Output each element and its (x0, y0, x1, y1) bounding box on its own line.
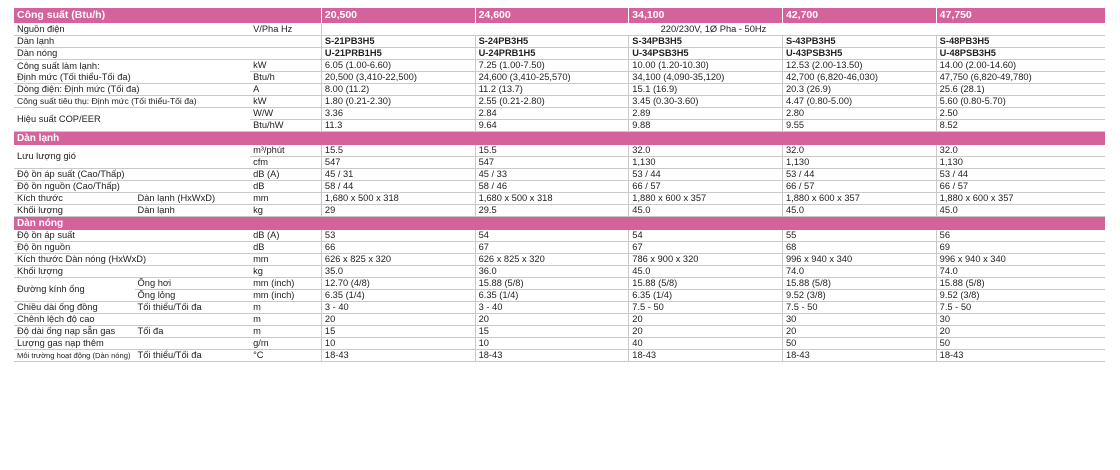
value-cell: 8.00 (11.2) (321, 84, 475, 96)
row-label: Dàn lạnh (14, 36, 321, 48)
row-label: Độ ồn áp suất (Cao/Thấp) (14, 169, 250, 181)
value-cell: 20 (321, 314, 475, 326)
value-cell: 1,130 (782, 157, 936, 169)
row-unit: mm (inch) (250, 290, 321, 302)
value-cell: 12.53 (2.00-13.50) (782, 60, 936, 72)
value-cell: 18-43 (629, 350, 783, 362)
value-cell: 7.25 (1.00-7.50) (475, 60, 629, 72)
capacity-header-cell: 47,750 (936, 8, 1105, 24)
model-cell: S-48PB3H5 (936, 36, 1105, 48)
value-cell: 1,680 x 500 x 318 (475, 193, 629, 205)
value-cell: 67 (629, 242, 783, 254)
value-cell: 68 (782, 242, 936, 254)
value-cell: 996 x 940 x 340 (936, 254, 1105, 266)
value-cell: 20 (782, 326, 936, 338)
capacity-header-label: Công suất (Btu/h) (14, 8, 321, 24)
value-cell: 29.5 (475, 205, 629, 217)
value-cell: 1,130 (629, 157, 783, 169)
value-cell: 2.89 (629, 108, 783, 120)
value-cell: 9.52 (3/8) (936, 290, 1105, 302)
value-cell: 58 / 46 (475, 181, 629, 193)
value-cell: 69 (936, 242, 1105, 254)
indoor-dimensions-row (14, 193, 1105, 205)
row-label: Độ ồn nguồn (14, 242, 250, 254)
model-cell: U-43PSB3H5 (782, 48, 936, 60)
value-cell: 547 (475, 157, 629, 169)
value-cell: 3.45 (0.30-3.60) (629, 96, 783, 108)
row-label: Khối lượng (14, 205, 135, 217)
height-difference-row (14, 314, 1105, 326)
outdoor-weight-row (14, 266, 1105, 278)
value-cell: 24,600 (3,410-25,570) (475, 72, 629, 84)
value-cell: 67 (475, 242, 629, 254)
row-unit: kg (250, 266, 321, 278)
row-unit: V/Pha Hz (250, 24, 321, 36)
outdoor-sound-pressure-row (14, 230, 1105, 242)
value-cell: 74.0 (936, 266, 1105, 278)
row-unit: mm (250, 193, 321, 205)
row-label: Nguồn điện (14, 24, 250, 36)
row-unit: mm (250, 254, 321, 266)
value-cell: 15.88 (5/8) (629, 278, 783, 290)
row-unit: m (250, 326, 321, 338)
cooling-capacity-label-line: Định mức (Tối thiểu-Tối đa) (17, 71, 131, 82)
value-cell: 45 / 33 (475, 169, 629, 181)
value-cell: 20 (936, 326, 1105, 338)
value-cell: 40 (629, 338, 783, 350)
value-cell: 55 (782, 230, 936, 242)
row-sublabel: Ống hơi (135, 278, 251, 290)
value-cell: 3.36 (321, 108, 475, 120)
value-cell: 14.00 (2.00-14.60) (936, 60, 1105, 72)
row-unit: dB (A) (250, 169, 321, 181)
row-sublabel: Dàn lạnh (135, 205, 251, 217)
row-sublabel: Ống lỏng (135, 290, 251, 302)
cooling-capacity-label (14, 60, 250, 84)
row-sublabel: Tối thiểu/Tối đa (135, 350, 251, 362)
value-cell: 42,700 (6,820-46,030) (782, 72, 936, 84)
value-cell: 45.0 (629, 266, 783, 278)
value-cell: 36.0 (475, 266, 629, 278)
value-cell: 54 (629, 230, 783, 242)
capacity-header-cell: 20,500 (321, 8, 475, 24)
row-unit: m (250, 302, 321, 314)
model-cell: U-21PRB1H5 (321, 48, 475, 60)
value-cell: 66 (321, 242, 475, 254)
section-title: Dàn lạnh (14, 132, 1105, 146)
row-unit: kW (250, 60, 321, 72)
row-unit: A (250, 84, 321, 96)
spec-table (14, 8, 1105, 362)
value-cell: 45.0 (629, 205, 783, 217)
additional-gas-row (14, 338, 1105, 350)
indoor-sound-pressure-row (14, 169, 1105, 181)
value-cell: 3 - 40 (475, 302, 629, 314)
value-cell: 47,750 (6,820-49,780) (936, 72, 1105, 84)
row-unit: Btu/hW (250, 120, 321, 132)
value-cell: 50 (936, 338, 1105, 350)
value-cell: 18-43 (782, 350, 936, 362)
row-unit: dB (250, 181, 321, 193)
value-cell: 66 / 57 (629, 181, 783, 193)
model-cell: S-43PB3H5 (782, 36, 936, 48)
row-label: Dòng điện: Định mức (Tối đa) (14, 84, 250, 96)
value-cell: 53 / 44 (782, 169, 936, 181)
value-cell: 9.52 (3/8) (782, 290, 936, 302)
value-cell: 9.55 (782, 120, 936, 132)
row-unit: °C (250, 350, 321, 362)
cooling-capacity-kw-row (14, 60, 1105, 72)
indoor-sound-power-row (14, 181, 1105, 193)
value-cell: 18-43 (936, 350, 1105, 362)
row-unit: m³/phút (250, 145, 321, 157)
value-cell: 2.50 (936, 108, 1105, 120)
value-cell: 7.5 - 50 (629, 302, 783, 314)
row-unit: Btu/h (250, 72, 321, 84)
row-label: Lượng gas nạp thêm (14, 338, 250, 350)
row-label: Độ ồn áp suất (14, 230, 250, 242)
value-cell: 11.3 (321, 120, 475, 132)
value-cell: 74.0 (782, 266, 936, 278)
outdoor-unit-model-row (14, 48, 1105, 60)
row-unit: kg (250, 205, 321, 217)
value-cell: 34,100 (4,090-35,120) (629, 72, 783, 84)
value-cell: 7.5 - 50 (936, 302, 1105, 314)
indoor-weight-row (14, 205, 1105, 217)
value-cell: 45.0 (936, 205, 1105, 217)
value-cell: 1,680 x 500 x 318 (321, 193, 475, 205)
model-cell: S-34PB3H5 (629, 36, 783, 48)
spec-table-container (14, 8, 1105, 362)
value-cell: 4.47 (0.80-5.00) (782, 96, 936, 108)
row-label: Môi trường hoạt động (Dàn nóng) (14, 350, 135, 362)
value-cell: 2.80 (782, 108, 936, 120)
model-cell: U-24PRB1H5 (475, 48, 629, 60)
power-consumption-row (14, 96, 1105, 108)
value-cell: 1,130 (936, 157, 1105, 169)
value-cell: 9.64 (475, 120, 629, 132)
value-cell: 10 (321, 338, 475, 350)
model-cell: S-21PB3H5 (321, 36, 475, 48)
value-cell: 53 (321, 230, 475, 242)
value-cell: 15.88 (5/8) (936, 278, 1105, 290)
capacity-header-cell: 24,600 (475, 8, 629, 24)
value-cell: 25.6 (28.1) (936, 84, 1105, 96)
power-supply-row (14, 24, 1105, 36)
value-cell: 20,500 (3,410-22,500) (321, 72, 475, 84)
row-unit: kW (250, 96, 321, 108)
cooling-capacity-label-line: Công suất làm lạnh: (17, 60, 100, 71)
value-cell: 29 (321, 205, 475, 217)
value-cell: 15.5 (475, 145, 629, 157)
indoor-unit-model-row (14, 36, 1105, 48)
value-cell: 3 - 40 (321, 302, 475, 314)
row-label: Hiệu suất COP/EER (14, 108, 250, 132)
value-cell: 20.3 (26.9) (782, 84, 936, 96)
value-cell: 996 x 940 x 340 (782, 254, 936, 266)
value-cell: 9.88 (629, 120, 783, 132)
row-label: Kích thước Dàn nóng (HxWxD) (14, 254, 250, 266)
value-cell: 547 (321, 157, 475, 169)
row-unit: mm (inch) (250, 278, 321, 290)
value-cell: 1,880 x 600 x 357 (936, 193, 1105, 205)
value-cell: 1,880 x 600 x 357 (629, 193, 783, 205)
efficiency-ww-row (14, 108, 1105, 120)
row-sublabel: Dàn lạnh (HxWxD) (135, 193, 251, 205)
value-cell: 58 / 44 (321, 181, 475, 193)
row-sublabel: Tối đa (135, 326, 251, 338)
row-sublabel: Tối thiểu/Tối đa (135, 302, 251, 314)
row-label: Chiều dài ống đồng (14, 302, 135, 314)
value-cell: 6.35 (1/4) (475, 290, 629, 302)
value-cell: 10 (475, 338, 629, 350)
header-row (14, 8, 1105, 24)
value-cell: 66 / 57 (936, 181, 1105, 193)
value-cell: 53 / 44 (936, 169, 1105, 181)
value-cell: 2.84 (475, 108, 629, 120)
value-cell: 15.88 (5/8) (475, 278, 629, 290)
value-cell: 626 x 825 x 320 (321, 254, 475, 266)
value-cell: 12.70 (4/8) (321, 278, 475, 290)
value-cell: 6.35 (1/4) (321, 290, 475, 302)
row-unit: W/W (250, 108, 321, 120)
capacity-header-cell: 34,100 (629, 8, 783, 24)
value-cell: 6.35 (1/4) (629, 290, 783, 302)
model-cell: U-48PSB3H5 (936, 48, 1105, 60)
value-cell: 45 / 31 (321, 169, 475, 181)
precharged-length-row (14, 326, 1105, 338)
value-cell: 15 (321, 326, 475, 338)
section-title: Dàn nóng (14, 217, 1105, 231)
value-cell: 10.00 (1.20-10.30) (629, 60, 783, 72)
row-label: Lưu lượng gió (14, 145, 250, 169)
value-cell: 32.0 (629, 145, 783, 157)
operating-temp-row (14, 350, 1105, 362)
value-cell: 45.0 (782, 205, 936, 217)
value-cell: 6.05 (1.00-6.60) (321, 60, 475, 72)
row-label: Kích thước (14, 193, 135, 205)
indoor-section-header (14, 132, 1105, 146)
model-cell: U-34PSB3H5 (629, 48, 783, 60)
value-cell: 5.60 (0.80-5.70) (936, 96, 1105, 108)
value-cell: 50 (782, 338, 936, 350)
value-cell: 18-43 (475, 350, 629, 362)
value-cell: 1,880 x 600 x 357 (782, 193, 936, 205)
row-label: Khối lượng (14, 266, 250, 278)
value-cell: 786 x 900 x 320 (629, 254, 783, 266)
value-cell: 626 x 825 x 320 (475, 254, 629, 266)
value-cell: 1.80 (0.21-2.30) (321, 96, 475, 108)
row-label: Công suất tiêu thụ: Định mức (Tối thiểu-Tối đa) (14, 96, 250, 108)
outdoor-sound-power-row (14, 242, 1105, 254)
value-cell: 30 (782, 314, 936, 326)
value-cell: 18-43 (321, 350, 475, 362)
value-cell: 53 / 44 (629, 169, 783, 181)
row-unit: dB (250, 242, 321, 254)
value-cell: 20 (475, 314, 629, 326)
row-unit: g/m (250, 338, 321, 350)
value-cell: 20 (629, 314, 783, 326)
value-cell: 32.0 (936, 145, 1105, 157)
power-supply-value: 220/230V, 1Ø Pha - 50Hz (321, 24, 1105, 36)
capacity-header-cell: 42,700 (782, 8, 936, 24)
value-cell: 15.88 (5/8) (782, 278, 936, 290)
value-cell: 54 (475, 230, 629, 242)
current-row (14, 84, 1105, 96)
value-cell: 7.5 - 50 (782, 302, 936, 314)
outdoor-section-header (14, 217, 1105, 231)
pipe-gas-row (14, 278, 1105, 290)
value-cell: 35.0 (321, 266, 475, 278)
row-unit: dB (A) (250, 230, 321, 242)
row-unit: m (250, 314, 321, 326)
value-cell: 30 (936, 314, 1105, 326)
value-cell: 20 (629, 326, 783, 338)
row-label: Độ ồn nguồn (Cao/Thấp) (14, 181, 250, 193)
row-label: Dàn nóng (14, 48, 321, 60)
value-cell: 15.5 (321, 145, 475, 157)
outdoor-dimensions-row (14, 254, 1105, 266)
value-cell: 32.0 (782, 145, 936, 157)
row-unit: cfm (250, 157, 321, 169)
airflow-m3-row (14, 145, 1105, 157)
value-cell: 15.1 (16.9) (629, 84, 783, 96)
pipe-length-row (14, 302, 1105, 314)
pipe-liquid-row (14, 290, 1105, 302)
row-label: Đường kính ống (14, 278, 135, 302)
row-label: Chênh lệch độ cao (14, 314, 250, 326)
value-cell: 66 / 57 (782, 181, 936, 193)
row-label: Độ dài ống nạp sẵn gas (14, 326, 135, 338)
value-cell: 2.55 (0.21-2.80) (475, 96, 629, 108)
value-cell: 11.2 (13.7) (475, 84, 629, 96)
value-cell: 15 (475, 326, 629, 338)
model-cell: S-24PB3H5 (475, 36, 629, 48)
value-cell: 8.52 (936, 120, 1105, 132)
value-cell: 56 (936, 230, 1105, 242)
